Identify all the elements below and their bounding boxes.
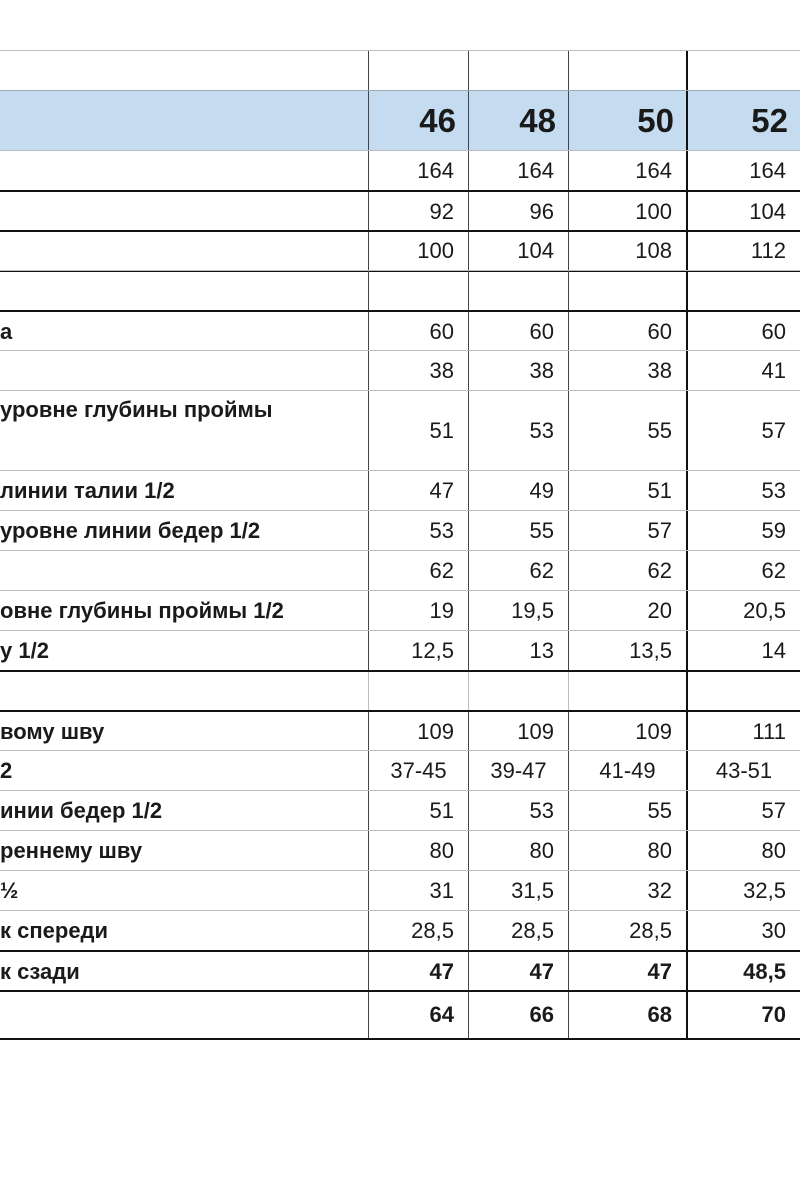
table-cell: 62	[368, 551, 468, 591]
table-row	[0, 310, 800, 352]
table-cell: 13,5	[568, 631, 686, 671]
table-cell: 30	[686, 911, 800, 951]
table-cell: 14	[686, 631, 800, 671]
table-row	[0, 350, 800, 391]
table-cell: 38	[368, 351, 468, 391]
table-cell: 59	[686, 511, 800, 551]
table-row	[0, 270, 800, 311]
table-cell: 92	[368, 192, 468, 232]
table-cell: 19,5	[468, 591, 568, 631]
table-cell: 55	[568, 791, 686, 831]
table-cell	[368, 271, 468, 311]
table-cell: 47	[468, 952, 568, 992]
row-label	[0, 551, 366, 591]
table-cell: 28,5	[368, 911, 468, 951]
table-cell: 60	[568, 312, 686, 352]
size-header-cell: 50	[568, 91, 686, 151]
table-cell: 108	[568, 232, 686, 270]
row-label	[0, 351, 366, 391]
table-cell: 37-45	[368, 751, 468, 791]
table-cell	[368, 51, 468, 91]
table-row	[0, 790, 800, 831]
table-cell: 62	[468, 551, 568, 591]
size-header-row	[0, 90, 800, 151]
table-cell	[468, 271, 568, 311]
table-cell: 47	[568, 952, 686, 992]
table-cell: 39-47	[468, 751, 568, 791]
table-cell: 64	[368, 992, 468, 1038]
table-cell: 47	[368, 952, 468, 992]
table-cell: 55	[568, 391, 686, 471]
table-cell	[568, 271, 686, 311]
table-cell: 100	[368, 232, 468, 270]
table-row	[0, 510, 800, 551]
table-cell: 164	[686, 151, 800, 191]
table-row	[0, 990, 800, 1040]
row-label	[0, 232, 366, 270]
table-row	[0, 550, 800, 591]
row-label: уровне линии бедер 1/2	[0, 518, 261, 543]
table-row	[0, 750, 800, 791]
table-row	[0, 870, 800, 911]
table-row	[0, 470, 800, 511]
table-cell: 66	[468, 992, 568, 1038]
row-label: к спереди	[0, 918, 109, 943]
table-cell: 32,5	[686, 871, 800, 911]
table-cell: 80	[686, 831, 800, 871]
table-cell: 62	[686, 551, 800, 591]
table-cell: 57	[686, 791, 800, 831]
table-cell: 70	[686, 992, 800, 1038]
table-cell: 48,5	[686, 952, 800, 992]
row-label: линии талии 1/2	[0, 478, 175, 503]
table-cell: 28,5	[568, 911, 686, 951]
table-cell: 13	[468, 631, 568, 671]
table-cell: 32	[568, 871, 686, 911]
table-cell: 57	[686, 391, 800, 471]
table-cell: 53	[368, 511, 468, 551]
table-cell: 112	[686, 232, 800, 270]
table-cell: 109	[468, 712, 568, 752]
table-row	[0, 830, 800, 871]
row-label	[0, 992, 366, 1038]
size-header-cell: 52	[686, 91, 800, 151]
table-cell: 41-49	[568, 751, 686, 791]
table-cell: 164	[568, 151, 686, 191]
table-cell: 51	[368, 791, 468, 831]
row-label: у 1/2	[0, 638, 49, 663]
table-cell	[686, 271, 800, 311]
table-cell: 62	[568, 551, 686, 591]
table-cell: 164	[368, 151, 468, 191]
table-row	[0, 50, 800, 91]
table-cell: 164	[468, 151, 568, 191]
table-row	[0, 910, 800, 951]
row-label: вому шву	[0, 719, 105, 744]
table-cell: 80	[568, 831, 686, 871]
table-cell: 60	[468, 312, 568, 352]
table-cell	[368, 672, 468, 712]
table-cell	[468, 672, 568, 712]
table-row	[0, 150, 800, 191]
table-cell: 109	[368, 712, 468, 752]
table-cell	[686, 51, 800, 91]
row-label: ½	[0, 878, 19, 903]
table-cell: 38	[468, 351, 568, 391]
row-label: уровне глубины проймы	[0, 397, 273, 422]
row-label: 2	[0, 758, 13, 783]
table-row	[0, 190, 800, 232]
table-row	[0, 710, 800, 752]
row-label	[0, 192, 366, 232]
table-cell: 104	[468, 232, 568, 270]
table-row	[0, 630, 800, 671]
table-cell: 60	[686, 312, 800, 352]
table-cell: 109	[568, 712, 686, 752]
table-cell: 57	[568, 511, 686, 551]
table-cell: 100	[568, 192, 686, 232]
table-cell: 20,5	[686, 591, 800, 631]
table-cell: 53	[468, 391, 568, 471]
table-cell: 53	[686, 471, 800, 511]
row-label	[0, 151, 366, 191]
table-cell: 80	[368, 831, 468, 871]
table-cell: 20	[568, 591, 686, 631]
row-label: а	[0, 319, 13, 344]
row-label: овне глубины проймы 1/2	[0, 598, 284, 623]
table-row	[0, 950, 800, 992]
table-cell: 68	[568, 992, 686, 1038]
row-label: к сзади	[0, 959, 80, 984]
table-row	[0, 230, 800, 272]
table-cell: 111	[686, 712, 800, 752]
table-cell	[468, 51, 568, 91]
table-cell: 96	[468, 192, 568, 232]
table-cell: 31,5	[468, 871, 568, 911]
table-cell: 38	[568, 351, 686, 391]
table-cell: 49	[468, 471, 568, 511]
table-cell	[568, 672, 686, 712]
table-cell: 60	[368, 312, 468, 352]
row-label: инии бедер 1/2	[0, 798, 163, 823]
table-cell: 12,5	[368, 631, 468, 671]
size-header-cell: 48	[468, 91, 568, 151]
table-row	[0, 670, 800, 712]
table-cell: 51	[368, 391, 468, 471]
table-cell: 47	[368, 471, 468, 511]
table-cell: 19	[368, 591, 468, 631]
table-cell: 43-51	[686, 751, 800, 791]
table-cell: 104	[686, 192, 800, 232]
table-row	[0, 390, 800, 471]
table-cell: 41	[686, 351, 800, 391]
table-cell	[686, 672, 800, 712]
table-cell: 80	[468, 831, 568, 871]
table-cell	[568, 51, 686, 91]
table-cell: 31	[368, 871, 468, 911]
table-cell: 53	[468, 791, 568, 831]
size-header-cell: 46	[368, 91, 468, 151]
table-row	[0, 590, 800, 631]
table-cell: 51	[568, 471, 686, 511]
table-cell: 55	[468, 511, 568, 551]
row-label: реннему шву	[0, 838, 143, 863]
table-cell: 28,5	[468, 911, 568, 951]
